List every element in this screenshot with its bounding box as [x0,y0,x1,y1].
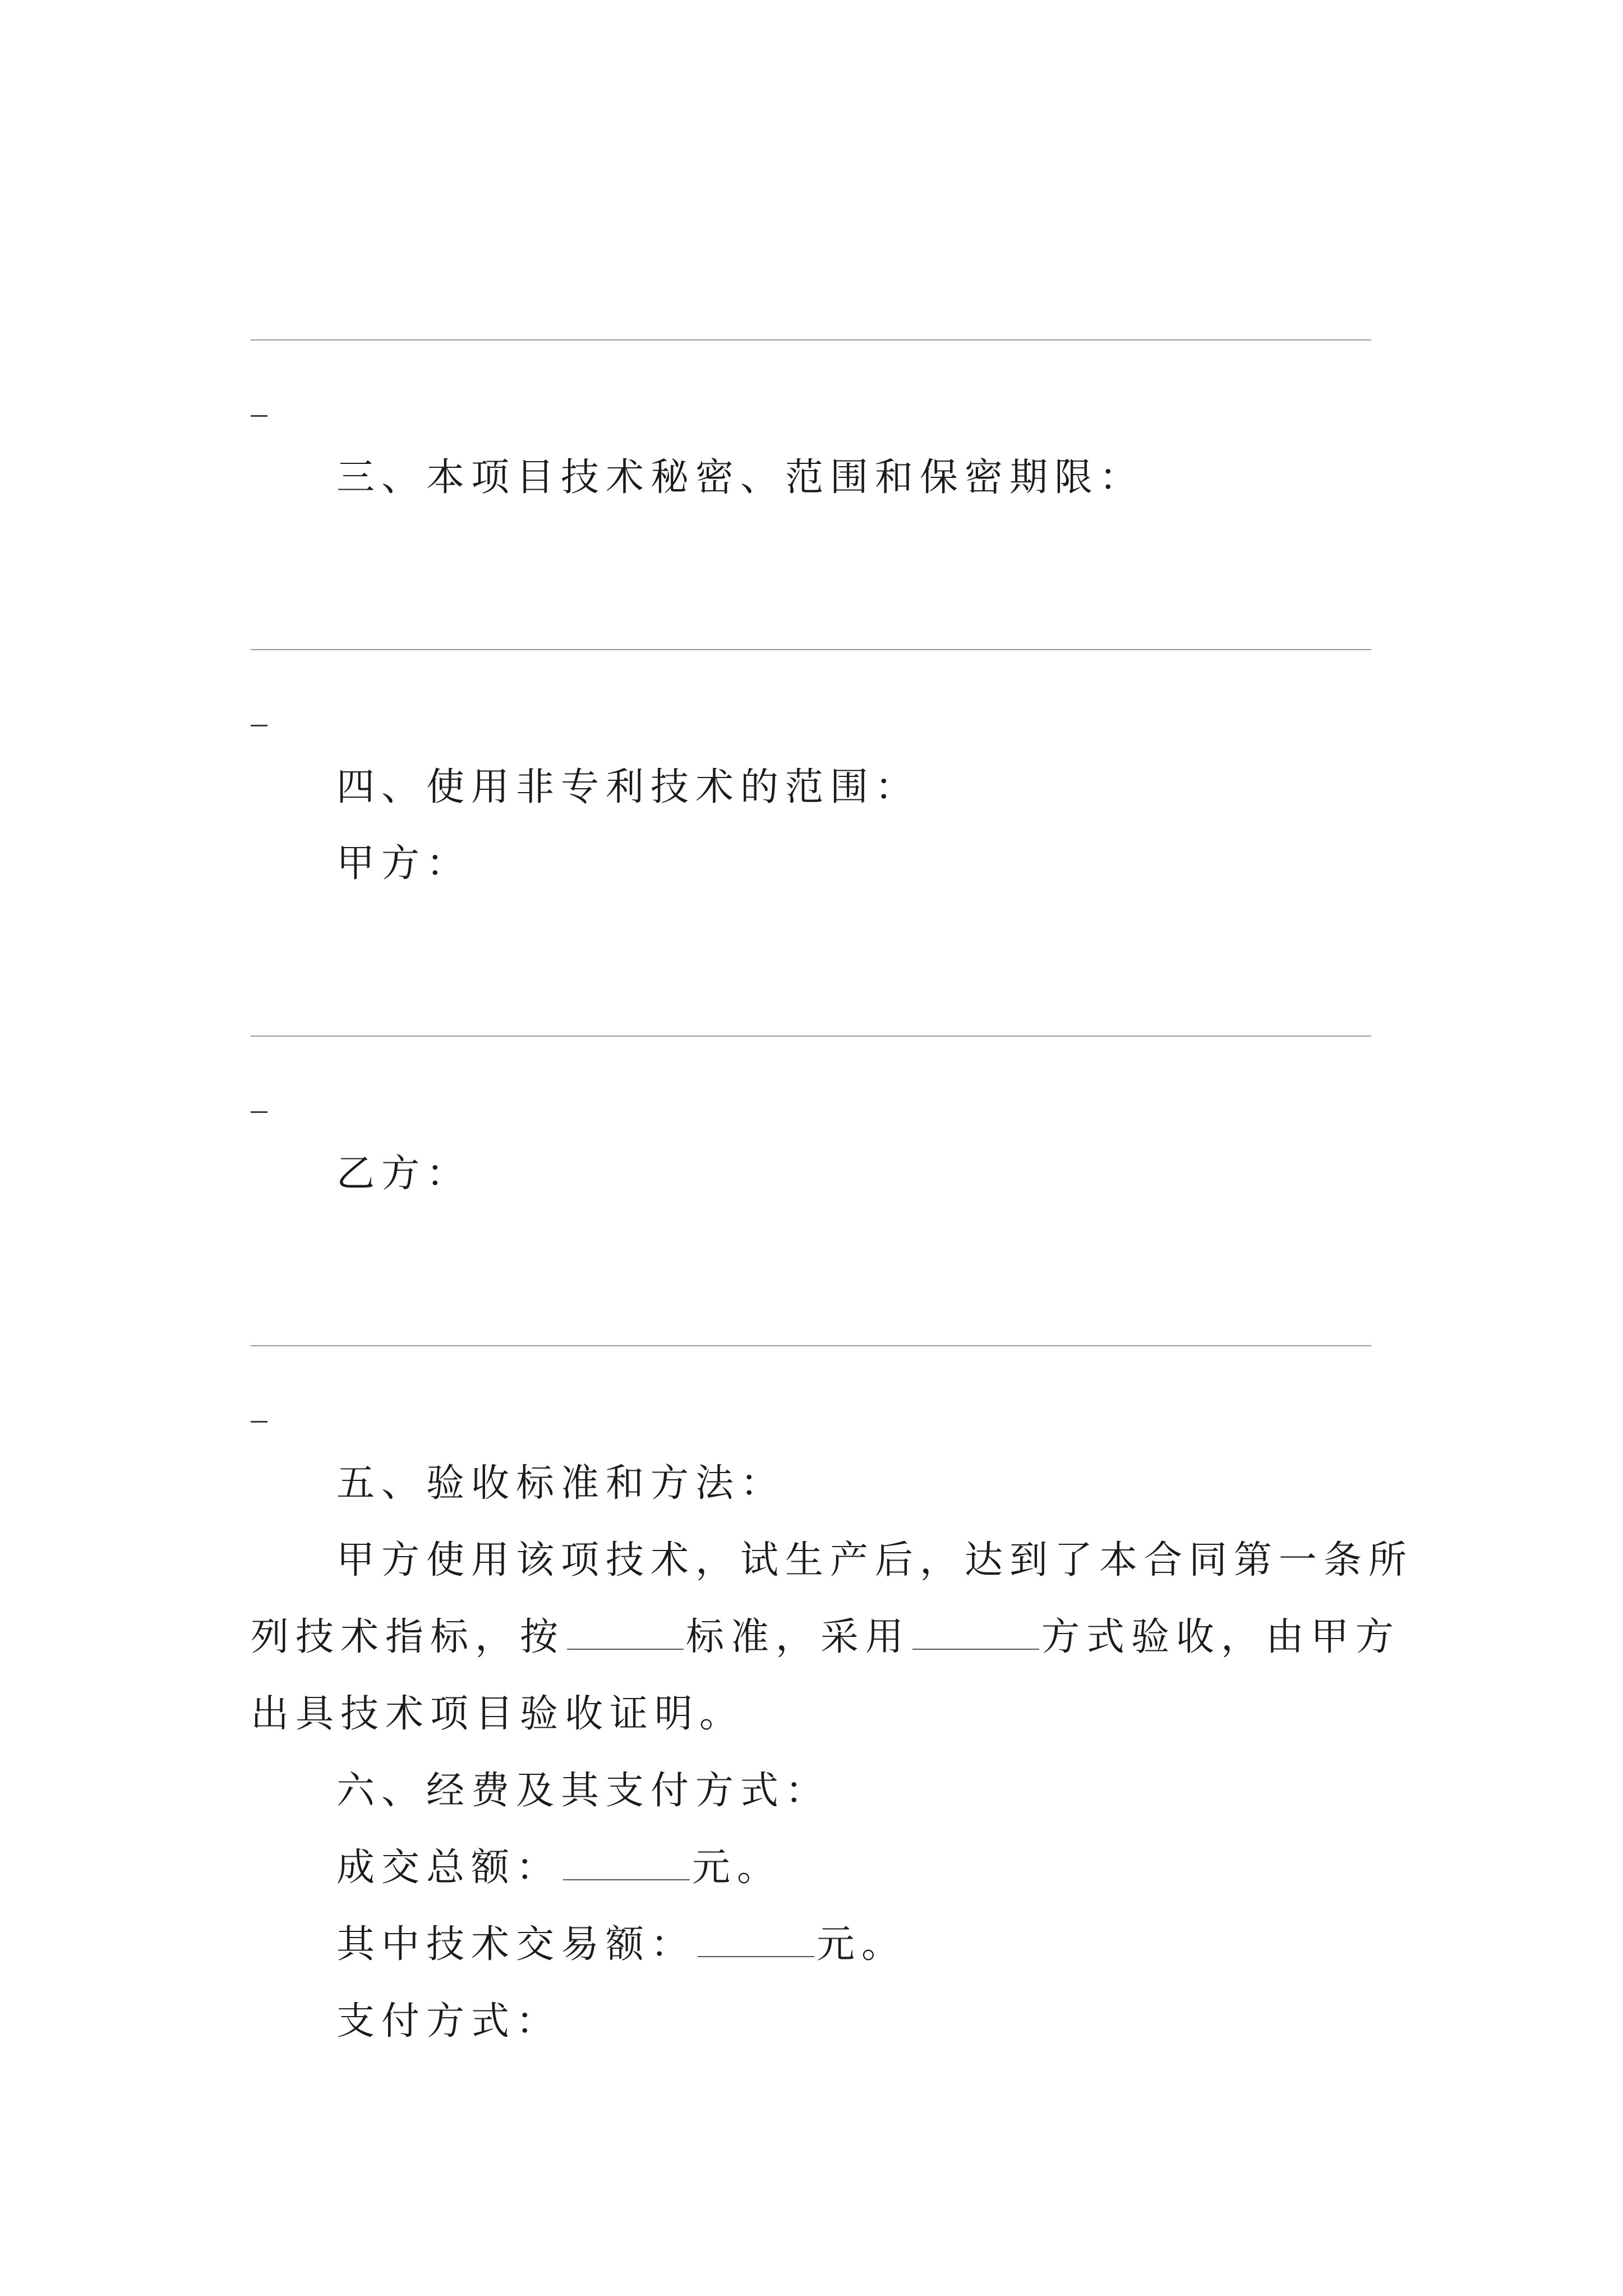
currency-unit: 元。 [692,1846,782,1890]
blank-rule [251,649,1371,650]
party-b-label: 乙方： [336,1152,472,1196]
tech-amount-blank-field[interactable] [698,1925,814,1957]
text-segment: 方式验收，由甲方 [1041,1615,1401,1659]
blank-rule-stub [251,1421,268,1423]
section-5-heading: 五、验收标准和方法： [336,1461,786,1506]
section-6-heading: 六、经费及其支付方式： [336,1769,831,1813]
blank-rule-stub [251,415,268,417]
blank-rule-stub [251,725,268,726]
section-5-paragraph-line [251,1615,1400,1660]
total-amount-label: 成交总额： [336,1846,561,1890]
total-amount-line [336,1846,782,1890]
section-3-heading: 三、本项目技术秘密、范围和保密期限： [336,455,1145,500]
method-blank-field[interactable] [912,1617,1039,1650]
party-a-label: 甲方： [336,841,472,886]
standard-blank-field[interactable] [567,1617,684,1650]
text-segment: 标准，采用 [686,1615,911,1659]
blank-rule [251,1036,1371,1037]
tech-amount-label: 其中技术交易额： [336,1922,696,1967]
blank-rule [251,1345,1371,1346]
section-5-paragraph-line: 出具技术项目验收证明。 [251,1692,745,1736]
blank-rule-stub [251,1111,268,1113]
blank-rule [251,339,1371,341]
payment-method-label: 支付方式： [336,1999,561,2044]
tech-amount-line [336,1922,906,1967]
total-amount-blank-field[interactable] [563,1848,690,1880]
currency-unit: 元。 [817,1922,907,1967]
text-segment: 列技术指标，按 [251,1615,565,1659]
section-4-heading: 四、使用非专利技术的范围： [336,765,920,809]
section-5-paragraph-line: 甲方使用该项技术，试生产后，达到了本合同第一条所 [336,1538,1414,1582]
